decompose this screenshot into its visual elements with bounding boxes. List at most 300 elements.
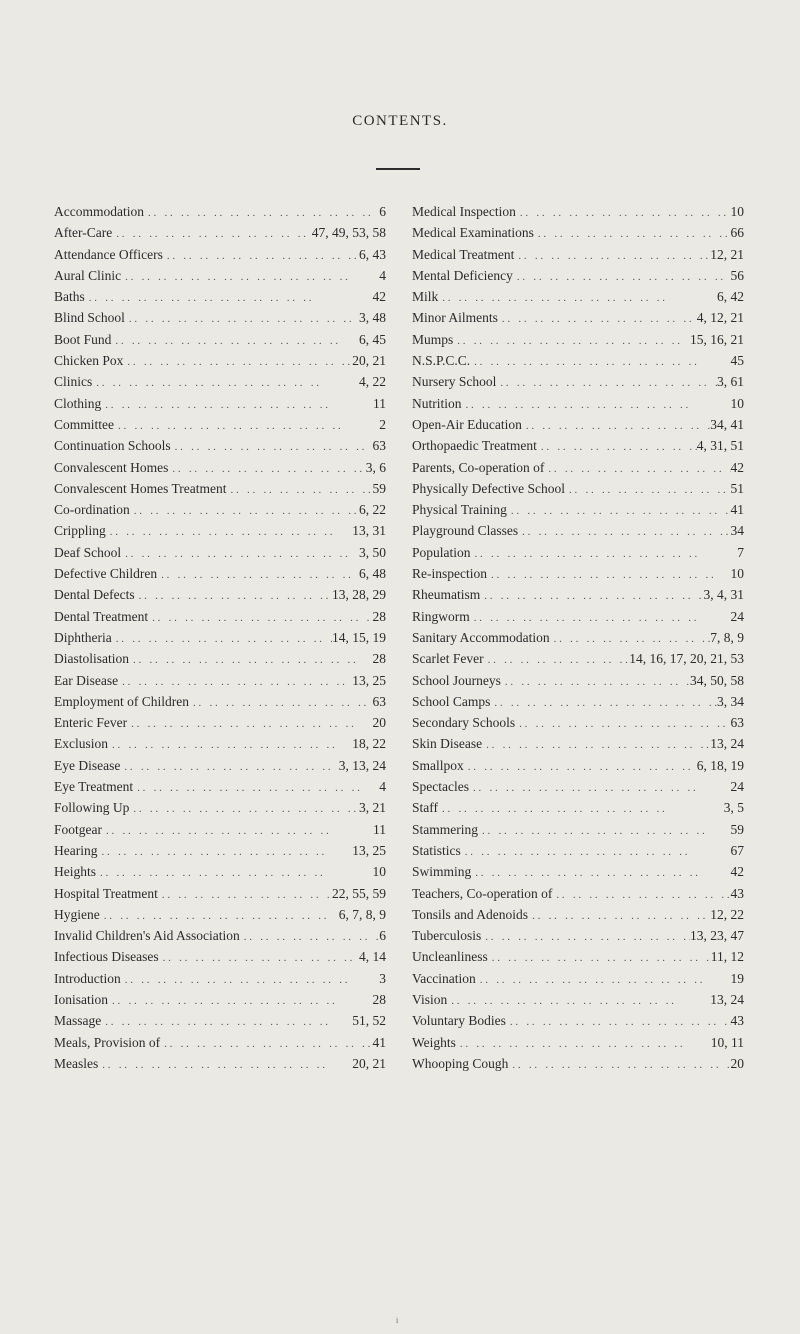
index-entry [412,307,744,328]
entry-pages: 34, 41 [710,416,744,432]
dot-leader [112,224,312,245]
entry-pages: 12, 21 [710,246,744,262]
entry-pages: 3, 4, 31 [703,587,744,603]
index-entry [412,819,744,840]
index-entry [54,627,386,648]
index-entry [412,840,744,861]
dot-leader [470,608,731,629]
entry-pages: 13, 25 [352,842,386,858]
index-entry [412,1032,744,1053]
entry-label: Tonsils and Adenoids [412,906,529,922]
entry-pages: 6, 7, 8, 9 [338,906,386,922]
entry-pages: 45 [730,353,744,369]
dot-leader [97,842,352,863]
dot-leader [135,586,332,607]
entry-pages: 7 [737,544,744,560]
index-entry [412,712,744,733]
dot-leader [506,1012,731,1033]
entry-label: Dental Defects [54,587,135,603]
index-entry [54,797,386,818]
index-entry [412,776,744,797]
entry-pages: 59 [372,480,386,496]
entry-label: Dental Treatment [54,608,149,624]
dot-leader [148,608,372,629]
entry-pages: 6, 18, 19 [696,757,744,773]
entry-pages: 14, 16, 17, 20, 21, 53 [629,651,744,667]
entry-pages: 63 [372,693,386,709]
index-entry [54,542,386,563]
index-entry [412,499,744,520]
entry-label: Eye Disease [54,757,121,773]
index-entry [412,861,744,882]
entry-pages: 42 [372,289,386,305]
entry-label: Boot Fund [54,331,112,347]
dot-leader [121,544,359,565]
entry-label: Weights [412,1034,456,1050]
entry-pages: 34 [730,523,744,539]
dot-leader [471,863,730,884]
entry-pages: 6, 48 [359,566,386,582]
entry-label: Physical Training [412,502,507,518]
dot-leader [100,906,339,927]
entry-label: Measles [54,1055,99,1071]
index-entry [54,925,386,946]
entry-pages: 13, 23, 47 [690,928,744,944]
dot-leader [514,246,710,267]
entry-label: Hospital Treatment [54,885,158,901]
index-entry [412,457,744,478]
entry-pages: 10 [730,566,744,582]
dot-leader [125,309,359,330]
page-title: CONTENTS. [352,113,448,129]
dot-leader [462,395,731,416]
index-entry [412,755,744,776]
index-entry [54,968,386,989]
dot-leader [168,459,365,480]
index-entry [412,584,744,605]
entry-label: Heights [54,864,96,880]
entry-pages: 3, 48 [359,310,386,326]
entry-label: Invalid Children's Aid Association [54,928,240,944]
entry-pages: 4, 14 [359,949,386,965]
entry-pages: 51, 52 [352,1013,386,1029]
entry-label: Medical Inspection [412,204,516,219]
entry-pages: 67 [730,842,744,858]
entry-label: Vision [412,991,448,1007]
index-entry [412,606,744,627]
entry-pages: 4, 22 [359,374,386,390]
entry-pages: 10 [730,395,744,411]
index-entry [54,457,386,478]
dot-leader [550,629,711,650]
entry-label: Medical Examinations [412,225,534,241]
index-entry [54,989,386,1010]
entry-pages: 13, 31 [352,523,386,539]
index-entry [412,946,744,967]
entry-pages: 3 [379,970,386,986]
entry-label: School Journeys [412,672,501,688]
entry-label: Tuberculosis [412,928,482,944]
entry-pages: 3, 34 [717,693,744,709]
entry-label: Infectious Diseases [54,949,159,965]
entry-pages: 3, 50 [359,544,386,560]
entry-pages: 12, 22 [710,906,744,922]
entry-label: Swimming [412,864,472,880]
entry-label: Nursery School [412,374,497,390]
index-entry [412,989,744,1010]
index-entry [54,606,386,627]
index-entry [412,393,744,414]
dot-leader [487,565,731,586]
entry-pages: 3, 61 [717,374,744,390]
entry-label: Diphtheria [54,629,112,645]
dot-leader [171,437,373,458]
index-entry [54,499,386,520]
index-entry [54,371,386,392]
dot-leader [534,224,731,245]
index-entry [412,414,744,435]
dot-leader [112,629,332,650]
dot-leader [108,735,352,756]
entry-label: Continuation Schools [54,438,171,454]
index-entry [412,1053,744,1074]
index-entry [54,478,386,499]
index-entry [54,265,386,286]
entry-label: Footgear [54,821,102,837]
entry-pages: 11 [373,395,386,411]
entry-pages: 20 [730,1055,744,1071]
index-entry [412,265,744,286]
entry-pages: 42 [730,864,744,880]
index-entry [54,329,386,350]
dot-leader [447,991,710,1012]
entry-pages: 14, 15, 19 [332,629,386,645]
entry-pages: 28 [372,608,386,624]
dot-leader [471,544,738,565]
entry-label: Defective Children [54,566,158,582]
index-entry [54,201,386,222]
entry-pages: 13, 25 [352,672,386,688]
entry-pages: 2 [379,416,386,432]
entry-pages: 7, 8, 9 [710,629,744,645]
entry-label: Aural Clinic [54,267,122,283]
entry-pages: 20, 21 [352,353,386,369]
dot-leader [518,522,730,543]
index-entry [412,478,744,499]
dot-leader [101,395,373,416]
entry-label: Rheumatism [412,587,481,603]
dot-leader [498,309,697,330]
index-entry [54,776,386,797]
entry-pages: 47, 49, 53, 58 [311,225,386,241]
index-entry [412,733,744,754]
dot-leader [127,714,372,735]
dot-leader [515,714,730,735]
index-entry [412,542,744,563]
entry-label: Ear Disease [54,672,119,688]
dot-leader [102,821,373,842]
dot-leader [129,799,359,820]
entry-pages: 18, 22 [352,736,386,752]
entry-label: Statistics [412,842,461,858]
entry-pages: 43 [730,1013,744,1029]
dot-leader [464,757,697,778]
entry-label: Massage [54,1013,102,1029]
dot-leader [469,778,731,799]
index-entry [412,329,744,350]
entry-pages: 13, 24 [710,991,744,1007]
dot-leader [101,1012,352,1033]
dot-leader [478,821,731,842]
dot-leader [453,331,690,352]
index-entry [412,350,744,371]
entry-label: Eye Treatment [54,779,134,795]
dot-leader [528,906,710,927]
entry-label: Parents, Co-operation of [412,459,545,475]
dot-leader [552,885,730,906]
dot-leader [98,1055,352,1076]
entry-label: Crippling [54,523,106,539]
dot-leader [118,672,352,693]
entry-pages: 11 [373,821,386,837]
index-column-left [54,201,386,1074]
entry-pages: 24 [730,779,744,795]
entry-label: Employment of Children [54,693,189,709]
dot-leader [508,1055,730,1076]
index-entry [54,563,386,584]
dot-leader [106,522,352,543]
index-entry [54,755,386,776]
dot-leader [92,373,359,394]
entry-label: Milk [412,289,439,305]
entry-label: Diastolisation [54,651,129,667]
dot-leader [544,459,730,480]
index-entry [412,883,744,904]
index-entry [54,819,386,840]
index-entry [412,691,744,712]
entry-label: Attendance Officers [54,246,163,262]
dot-leader [108,991,373,1012]
entry-pages: 15, 16, 21 [690,331,744,347]
dot-leader [456,1034,711,1055]
index-entry [54,733,386,754]
dot-leader [114,416,379,437]
entry-pages: 11, 12 [710,949,744,965]
entry-label: Whooping Cough [412,1055,509,1071]
index-entry [54,861,386,882]
entry-pages: 22, 55, 59 [332,885,386,901]
entry-pages: 20, 21 [352,1055,386,1071]
entry-pages: 41 [372,1034,386,1050]
dot-leader [123,352,352,373]
index-entry [54,414,386,435]
index-entry [54,691,386,712]
dot-leader [133,778,379,799]
index-entry [412,904,744,925]
entry-pages: 6 [379,928,386,944]
dot-leader [481,927,690,948]
dot-leader [484,650,630,671]
entry-pages: 3, 13, 24 [338,757,386,773]
entry-pages: 42 [730,459,744,475]
page-mark: i [396,1316,399,1325]
entry-label: Staff [412,800,438,816]
entry-label: Convalescent Homes [54,459,169,475]
index-entry [54,904,386,925]
entry-pages: 43 [730,885,744,901]
entry-pages: 28 [372,991,386,1007]
entry-label: Teachers, Co-operation of [412,885,553,901]
index-entry [54,350,386,371]
entry-pages: 6, 22 [359,502,386,518]
index-entry [54,520,386,541]
index-entry [412,201,744,222]
index-entry [412,968,744,989]
entry-label: Following Up [54,800,130,816]
entry-pages: 3, 5 [723,800,744,816]
entry-label: Skin Disease [412,736,483,752]
entry-pages: 19 [730,970,744,986]
dot-leader [129,650,373,671]
dot-leader [130,501,359,522]
dot-leader [157,565,359,586]
index-entry [54,648,386,669]
dot-leader [120,757,338,778]
entry-pages: 28 [372,651,386,667]
entry-label: Sanitary Accommodation [412,629,550,645]
entry-label: Minor Ailments [412,310,498,326]
index-entry [412,244,744,265]
entry-pages: 63 [730,715,744,731]
entry-label: Vaccination [412,970,476,986]
entry-pages: 4 [379,267,386,283]
entry-label: Uncleanliness [412,949,488,965]
index-entry [412,286,744,307]
dot-leader [480,586,703,607]
entry-label: Mental Deficiency [412,267,513,283]
dot-leader [85,288,373,309]
entry-label: Hygiene [54,906,100,922]
entry-pages: 3, 6 [365,459,386,475]
entry-pages: 6, 42 [717,289,744,305]
dot-leader [537,437,697,458]
dot-leader [96,863,373,884]
entry-label: Clothing [54,395,102,411]
entry-label: Baths [54,289,85,305]
entry-pages: 20 [372,715,386,731]
index-entry [412,520,744,541]
entry-pages: 51 [730,480,744,496]
index-entry [412,648,744,669]
entry-label: Mumps [412,331,454,347]
entry-pages: 10 [372,864,386,880]
entry-label: Open-Air Education [412,416,522,432]
index-entry [54,435,386,456]
entry-label: Meals, Provision of [54,1034,161,1050]
entry-pages: 3, 21 [359,800,386,816]
entry-label: Exclusion [54,736,108,752]
dot-leader [144,203,379,224]
entry-label: Stammering [412,821,478,837]
title-divider [376,168,420,170]
dot-leader [121,267,379,288]
dot-leader [507,501,731,522]
entry-label: Blind School [54,310,125,326]
index-entry [412,371,744,392]
dot-leader [438,288,717,309]
entry-label: Spectacles [412,779,469,795]
index-entry [54,946,386,967]
index-entry [412,435,744,456]
entry-label: N.S.P.C.C. [412,353,471,369]
dot-leader [240,927,379,948]
entry-pages: 24 [730,608,744,624]
index-entry [54,286,386,307]
entry-label: Scarlet Fever [412,651,484,667]
dot-leader [513,267,731,288]
entry-pages: 10, 11 [710,1034,744,1050]
entry-label: Secondary Schools [412,715,516,731]
entry-label: Enteric Fever [54,715,128,731]
dot-leader [438,799,724,820]
index-entry [54,1053,386,1074]
entry-pages: 63 [372,438,386,454]
index-entry [412,925,744,946]
dot-leader [565,480,731,501]
entry-label: Ringworm [412,608,470,624]
entry-label: Orthopaedic Treatment [412,438,537,454]
dot-leader [111,331,359,352]
entry-label: School Camps [412,693,491,709]
entry-label: Re-inspection [412,566,487,582]
entry-pages: 4, 31, 51 [696,438,744,454]
index-entry [54,1010,386,1031]
entry-label: Introduction [54,970,121,986]
dot-leader [470,352,730,373]
entry-label: After-Care [54,225,113,241]
entry-pages: 4 [379,779,386,795]
entry-label: Accommodation [54,204,144,219]
index-entry [412,1010,744,1031]
index-entry [412,222,744,243]
index-entry [54,584,386,605]
dot-leader [189,693,373,714]
dot-leader [163,246,359,267]
index-entry [54,670,386,691]
index-entry [54,222,386,243]
entry-pages: 6 [379,204,386,219]
dot-leader [482,735,710,756]
index-entry [54,1032,386,1053]
dot-leader [159,948,359,969]
entry-pages: 10 [730,204,744,219]
entry-pages: 41 [730,502,744,518]
entry-pages: 13, 28, 29 [332,587,386,603]
entry-pages: 13, 24 [710,736,744,752]
index-entry [412,797,744,818]
dot-leader [121,970,380,991]
entry-label: Clinics [54,374,93,390]
entry-pages: 6, 45 [359,331,386,347]
entry-label: Co-ordination [54,502,130,518]
entry-label: Nutrition [412,395,462,411]
entry-pages: 4, 12, 21 [696,310,744,326]
index-entry [412,563,744,584]
dot-leader [461,842,731,863]
entry-label: Deaf School [54,544,122,560]
dot-leader [490,693,717,714]
index-entry [412,670,744,691]
